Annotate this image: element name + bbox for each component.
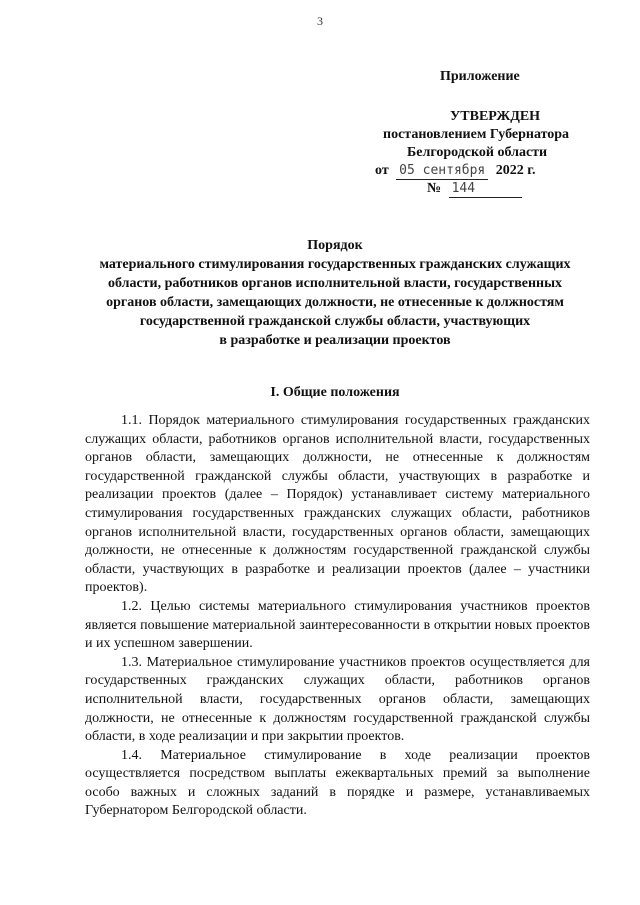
approval-year: 2022 г. — [495, 163, 536, 178]
section-body — [85, 412, 590, 821]
subtitle-line: материального стимулирования государственных гражданских служащих — [99, 257, 571, 272]
decree-label: постановлением Губернатора — [383, 127, 570, 142]
approval-date: 05 сентября — [396, 163, 488, 180]
subtitle-line: органов области, замещающих должности, не отнесенные к должностям — [106, 295, 564, 310]
appendix-label: Приложение — [440, 69, 520, 84]
subtitle-line: области, работников органов исполнительной власти, государственных — [107, 276, 563, 291]
title-heading: Порядок — [307, 238, 363, 253]
page-number: 3 — [317, 14, 323, 28]
paragraph-1-4: 1.4. Материальное стимулирование в ходе реализации проектов осуществляется посредством выплаты ежеквартальных премий за выполнение особо важных и сложных заданий в порядке и размере, устанавливаемых Губернатором Белгородской области. — [85, 747, 590, 819]
date-prefix: от — [375, 163, 389, 178]
approval-number: 144 — [449, 181, 522, 198]
paragraph-1-2: 1.2. Целью системы материального стимулирования участников проектов является повышение материальной заинтересованности в открытии новых проектов и их успешном завершении. — [85, 598, 590, 652]
subtitle-line: государственной гражданской службы области, участвующих — [139, 314, 531, 329]
document-title — [70, 236, 600, 350]
approval-number-line — [427, 180, 522, 198]
approved-label: УТВЕРЖДЕН — [450, 109, 541, 124]
subtitle-line: в разработке и реализации проектов — [219, 333, 451, 348]
paragraph-1-3: 1.3. Материальное стимулирование участников проектов осуществляется для государственных гражданских служащих области, работников органов исполнительной власти, государственных органов области, замещающих должности, не отнесенные к должностям государственной гражданской службы области, в ходе реализации и при закрытии проектов. — [85, 654, 590, 745]
approval-date-line — [375, 162, 535, 180]
number-prefix: № — [427, 181, 442, 196]
section-heading: I. Общие положения — [270, 385, 400, 400]
region-label: Белгородской области — [407, 145, 548, 160]
paragraph-1-1: 1.1. Порядок материального стимулирования государственных гражданских служащих области, работников органов исполнительной власти, государственных органов области, замещающих должности, не отнесенные к должностям государственной гражданской службы области, участвующих в разработке и реализации проектов (далее – Порядок) устанавливает систему материального стимулирования государственных гражданских служащих области, работников органов исполнительной власти, государственных органов области, замещающих должности, не отнесенные к должностям государственной гражданской службы области, участвующих в разработке и реализации проектов (далее – участники проектов). — [85, 413, 590, 596]
